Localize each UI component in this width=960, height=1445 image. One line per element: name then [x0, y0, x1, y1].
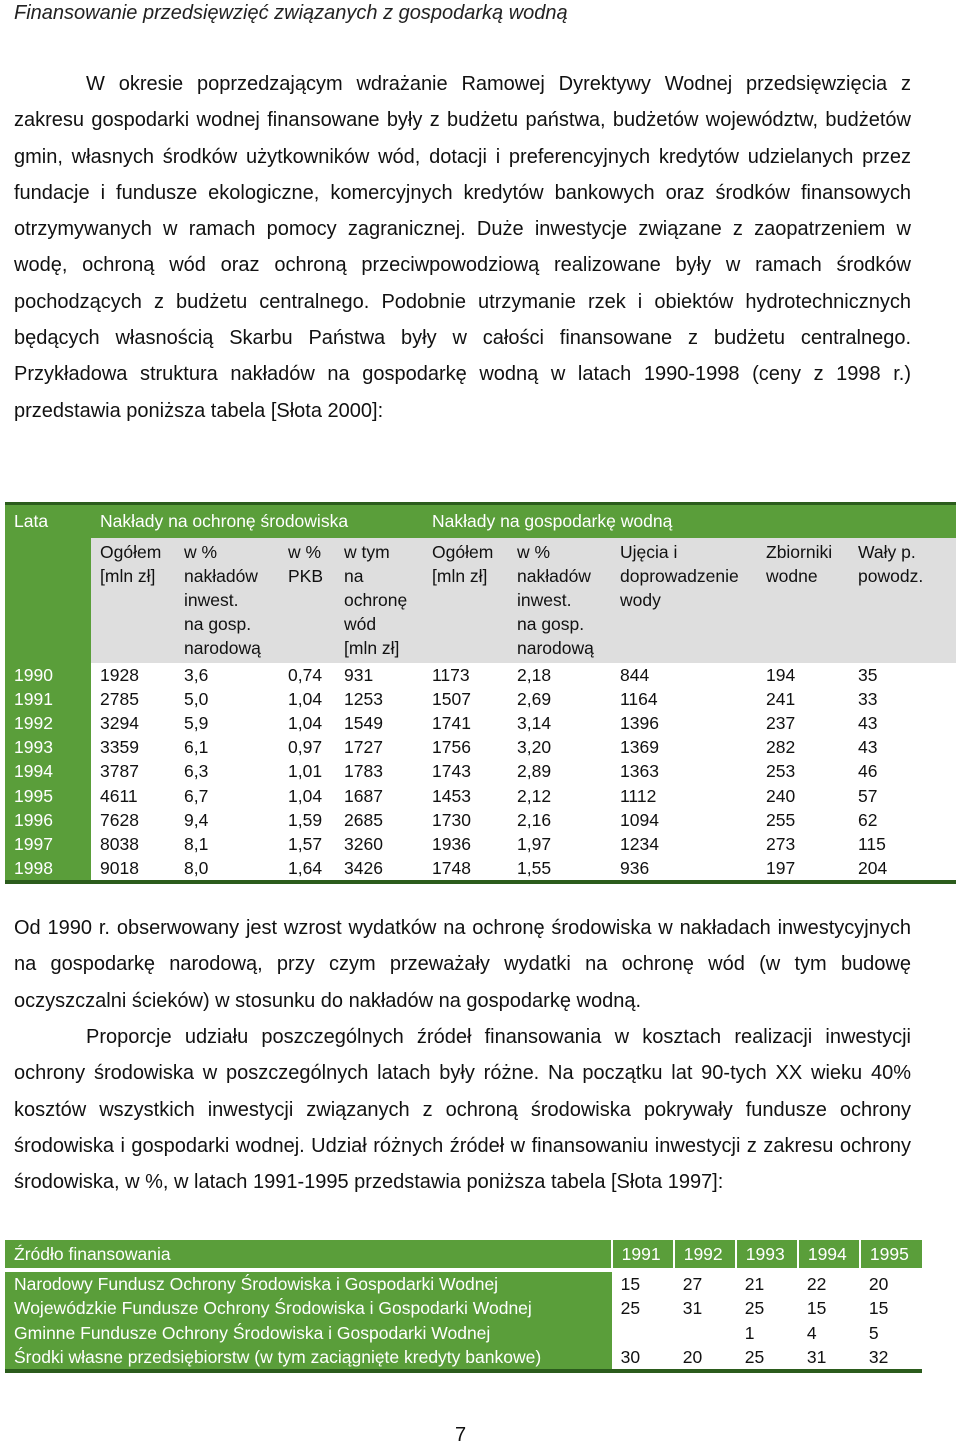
subheader-line: [mln zł] [432, 565, 488, 586]
table-row [5, 784, 956, 808]
value-cell: 1,04 [288, 785, 323, 806]
subheader-cell [91, 538, 175, 663]
value-cell: 5,0 [184, 688, 209, 709]
value-cell: 1687 [344, 785, 383, 806]
subheader-cell [335, 538, 423, 663]
value-cell: 33 [858, 688, 878, 709]
expenditure-table [5, 502, 956, 884]
value-cell: 4 [806, 1322, 817, 1343]
value-cell: 15 [612, 1270, 674, 1296]
value-cell: 25 [744, 1298, 765, 1319]
col-lata: Lata [5, 504, 91, 538]
subheader-line: w tym [344, 541, 390, 562]
value-cell: 237 [766, 712, 796, 733]
subheader-line: wody [620, 589, 661, 610]
table-row [5, 735, 956, 759]
value-cell: 1453 [432, 785, 471, 806]
col-source: Źródło finansowania [5, 1240, 612, 1270]
value-cell: 3359 [100, 737, 139, 758]
value-cell: 1936 [432, 833, 471, 854]
subheader-line: Ujęcia i [620, 541, 678, 562]
value-cell: 3294 [100, 712, 139, 733]
value-cell: 3,20 [517, 737, 552, 758]
subheader-line: PKB [288, 565, 324, 586]
table-row [5, 1296, 922, 1320]
value-cell: 43 [858, 737, 878, 758]
subheader-line: nakładów [517, 565, 591, 586]
value-cell: 6,7 [184, 785, 209, 806]
value-cell: 35 [858, 664, 878, 685]
value-cell: 3787 [100, 761, 139, 782]
subheader-cell [423, 538, 508, 663]
year-header: 1991 [612, 1240, 674, 1270]
subheader-cell [175, 538, 279, 663]
value-cell: 1 [744, 1322, 755, 1343]
value-cell: 204 [849, 856, 956, 882]
value-cell: 1,01 [288, 761, 323, 782]
value-cell: 0,74 [288, 664, 323, 685]
year-cell: 1997 [5, 832, 91, 856]
subheader-line: Zbiorniki [766, 541, 833, 562]
subheader-line: Wały p. [858, 541, 916, 562]
value-cell: 2,69 [517, 688, 552, 709]
value-cell: 931 [344, 664, 374, 685]
paragraph-proportions: Proporcje udziału poszczególnych źródeł finansowania w kosztach realizacji inwestycji ochrony środowiska w poszczególnych latach były różne. Na początku lat 90-tych XX wieku 40% kosztów wszystkich inwestycji związanych z ochroną środowiska pokrywały fundusze ochrony środowiska i gospodarki wodnej. Udział różnych źródeł w finansowaniu inwestycji z zakresu ochrony środowiska, w %, w latach 1991-1995 przedstawia poniższa tabela [Słota 1997]: [14, 1026, 911, 1194]
source-cell: Gminne Fundusze Ochrony Środowiska i Gospodarki Wodnej [5, 1321, 612, 1345]
value-cell: 1756 [432, 737, 471, 758]
value-cell: 253 [766, 761, 796, 782]
value-cell: 1928 [100, 664, 139, 685]
value-cell: 1363 [620, 761, 659, 782]
value-cell: 1396 [620, 712, 659, 733]
value-cell: 20 [674, 1345, 736, 1371]
value-cell: 25 [620, 1298, 641, 1319]
value-cell: 1094 [620, 809, 659, 830]
value-cell: 1,04 [288, 712, 323, 733]
value-cell [612, 1321, 674, 1345]
value-cell: 194 [766, 664, 796, 685]
year-cell: 1995 [5, 784, 91, 808]
table-subheader-row [5, 538, 956, 663]
subheader-cell [508, 538, 611, 663]
paragraph-intro: W okresie poprzedzającym wdrażanie Ramowej Dyrektywy Wodnej przedsięwzięcia z zakresu gospodarki wodnej finansowane były z budżetu państwa, budżetów województw, budżetów gmin, własnych środków użytkowników wód, dotacji i preferencyjnych kredytów udzielanych przez fundacje i fundusze ekologiczne, komercyjnych kredytów bankowych oraz środków finansowych otrzymywanych w ramach pomocy zagranicznej. Duże inwestycje związane z zaopatrzeniem w wodę, ochroną wód oraz ochroną przeciwpowodziową realizowane były w ramach środków pochodzących z budżetu centralnego. Podobnie utrzymanie rzek i obiektów hydrotechnicznych będących własnością Skarbu Państwa były w całości finansowane z budżetu centralnego. Przykładowa struktura nakładów na gospodarkę wodną w latach 1990-1998 (ceny z 1998 r.) przedstawia poniższa tabela [Słota 2000]: [14, 73, 911, 422]
group-water-header: Nakłady na gospodarkę wodną [423, 504, 956, 538]
subheader-cell [611, 538, 757, 663]
funding-sources-table [5, 1240, 922, 1373]
year-cell: 1998 [5, 856, 91, 882]
subheader-line: doprowadzenie [620, 565, 739, 586]
subheader-line: inwest. [184, 589, 239, 610]
year-header: 1994 [798, 1240, 860, 1270]
value-cell: 1,97 [517, 833, 552, 854]
value-cell: 43 [858, 712, 878, 733]
source-cell: Środki własne przedsiębiorstw (w tym zaciągnięte kredyty bankowe) [5, 1345, 612, 1371]
value-cell: 8,0 [175, 856, 279, 882]
value-cell: 32 [860, 1345, 922, 1371]
value-cell: 31 [798, 1345, 860, 1371]
value-cell: 1,04 [288, 688, 323, 709]
value-cell: 6,3 [184, 761, 209, 782]
value-cell: 5 [868, 1322, 879, 1343]
group-env-header: Nakłady na ochronę środowiska [91, 504, 423, 538]
year-cell: 1990 [5, 663, 91, 687]
value-cell: 3426 [335, 856, 423, 882]
source-cell: Wojewódzkie Fundusze Ochrony Środowiska i Gospodarki Wodnej [5, 1296, 612, 1320]
subheader-cell [279, 538, 335, 663]
value-cell: 1234 [620, 833, 659, 854]
value-cell: 1741 [432, 712, 471, 733]
value-cell: 1743 [432, 761, 471, 782]
source-cell: Narodowy Fundusz Ochrony Środowiska i Gospodarki Wodnej [5, 1270, 612, 1296]
subheader-line: wodne [766, 565, 818, 586]
value-cell: 15 [806, 1298, 827, 1319]
table-row [5, 759, 956, 783]
value-cell: 0,97 [288, 737, 323, 758]
table-row [5, 1321, 922, 1345]
value-cell: 2,18 [517, 664, 552, 685]
value-cell: 2685 [344, 809, 383, 830]
subheader-line: powodz. [858, 565, 924, 586]
subheader-line: na [344, 565, 364, 586]
subheader-line: Ogółem [432, 541, 494, 562]
value-cell: 241 [766, 688, 796, 709]
value-cell: 1253 [344, 688, 383, 709]
value-cell: 30 [612, 1345, 674, 1371]
subheader-line: Ogółem [100, 541, 162, 562]
value-cell: 1164 [620, 688, 658, 709]
table-row [5, 832, 956, 856]
value-cell: 15 [868, 1298, 889, 1319]
year-header: 1995 [860, 1240, 922, 1270]
value-cell: 255 [766, 809, 796, 830]
value-cell: 273 [766, 833, 796, 854]
value-cell: 46 [858, 761, 878, 782]
subheader-line: w % [184, 541, 218, 562]
value-cell: 4611 [100, 785, 138, 806]
subheader-cell [849, 538, 956, 663]
value-cell: 27 [674, 1270, 736, 1296]
value-cell: 2,12 [517, 785, 552, 806]
year-cell: 1993 [5, 735, 91, 759]
year-cell: 1991 [5, 687, 91, 711]
table-row [5, 808, 956, 832]
value-cell: 22 [798, 1270, 860, 1296]
value-cell: 3260 [344, 833, 383, 854]
running-header: Finansowanie przedsięwzięć związanych z gospodarką wodną [14, 2, 568, 24]
subheader-line: w % [288, 541, 322, 562]
value-cell: 2,89 [517, 761, 552, 782]
value-cell: 9,4 [184, 809, 209, 830]
value-cell: 1748 [423, 856, 508, 882]
value-cell: 2785 [100, 688, 139, 709]
subheader-line: narodową [517, 638, 594, 659]
value-cell: 115 [858, 833, 886, 854]
value-cell: 21 [736, 1270, 798, 1296]
table-header-row [5, 504, 956, 538]
year-cell: 1994 [5, 759, 91, 783]
table-row [5, 711, 956, 735]
subheader-line: narodową [184, 638, 261, 659]
table-row [5, 856, 956, 882]
value-cell: 844 [620, 664, 650, 685]
subheader-line: nakładów [184, 565, 258, 586]
value-cell: 1549 [344, 712, 383, 733]
subheader-line: ochronę [344, 589, 408, 610]
value-cell: 6,1 [184, 737, 209, 758]
value-cell: 25 [736, 1345, 798, 1371]
subheader-line: inwest. [517, 589, 572, 610]
paragraph-trend: Od 1990 r. obserwowany jest wzrost wydatków na ochronę środowiska w nakładach inwestycyjnych na gospodarkę narodową, przy czym przeważały wydatki na ochronę wód (w tym budowę oczyszczalni ścieków) w stosunku do nakładów na gospodarkę wodną. [14, 917, 911, 1012]
year-header: 1993 [736, 1240, 798, 1270]
value-cell: 8038 [100, 833, 139, 854]
value-cell: 1,59 [288, 809, 323, 830]
value-cell: 3,6 [184, 664, 209, 685]
table-header-row [5, 1240, 922, 1270]
subheader-line: na gosp. [517, 614, 585, 635]
value-cell: 9018 [91, 856, 175, 882]
value-cell: 1173 [432, 664, 470, 685]
value-cell [674, 1321, 736, 1345]
year-header: 1992 [674, 1240, 736, 1270]
subheader-line: na gosp. [184, 614, 252, 635]
value-cell: 7628 [100, 809, 139, 830]
value-cell: 1369 [620, 737, 659, 758]
subheader-line: w % [517, 541, 551, 562]
year-cell: 1996 [5, 808, 91, 832]
value-cell: 936 [611, 856, 757, 882]
value-cell: 282 [766, 737, 796, 758]
value-cell: 1727 [344, 737, 383, 758]
subheader-cell [757, 538, 849, 663]
value-cell: 1507 [432, 688, 471, 709]
value-cell: 5,9 [184, 712, 209, 733]
page-number: 7 [455, 1424, 467, 1445]
value-cell: 197 [757, 856, 849, 882]
value-cell: 1,57 [288, 833, 323, 854]
value-cell: 240 [766, 785, 796, 806]
subheader-line: [mln zł] [100, 565, 156, 586]
value-cell: 57 [858, 785, 878, 806]
value-cell: 8,1 [184, 833, 209, 854]
value-cell: 1112 [620, 785, 657, 806]
subheader-line: wód [344, 614, 377, 635]
value-cell: 31 [682, 1298, 703, 1319]
table-row [5, 1270, 922, 1296]
year-cell: 1992 [5, 711, 91, 735]
value-cell: 20 [860, 1270, 922, 1296]
value-cell: 2,16 [517, 809, 552, 830]
value-cell: 1783 [344, 761, 383, 782]
table-row [5, 687, 956, 711]
value-cell: 1,55 [508, 856, 611, 882]
table-row [5, 663, 956, 687]
value-cell: 1,64 [279, 856, 335, 882]
value-cell: 3,14 [517, 712, 552, 733]
table-row [5, 1345, 922, 1371]
value-cell: 62 [858, 809, 878, 830]
value-cell: 1730 [432, 809, 471, 830]
subheader-line: [mln zł] [344, 638, 400, 659]
